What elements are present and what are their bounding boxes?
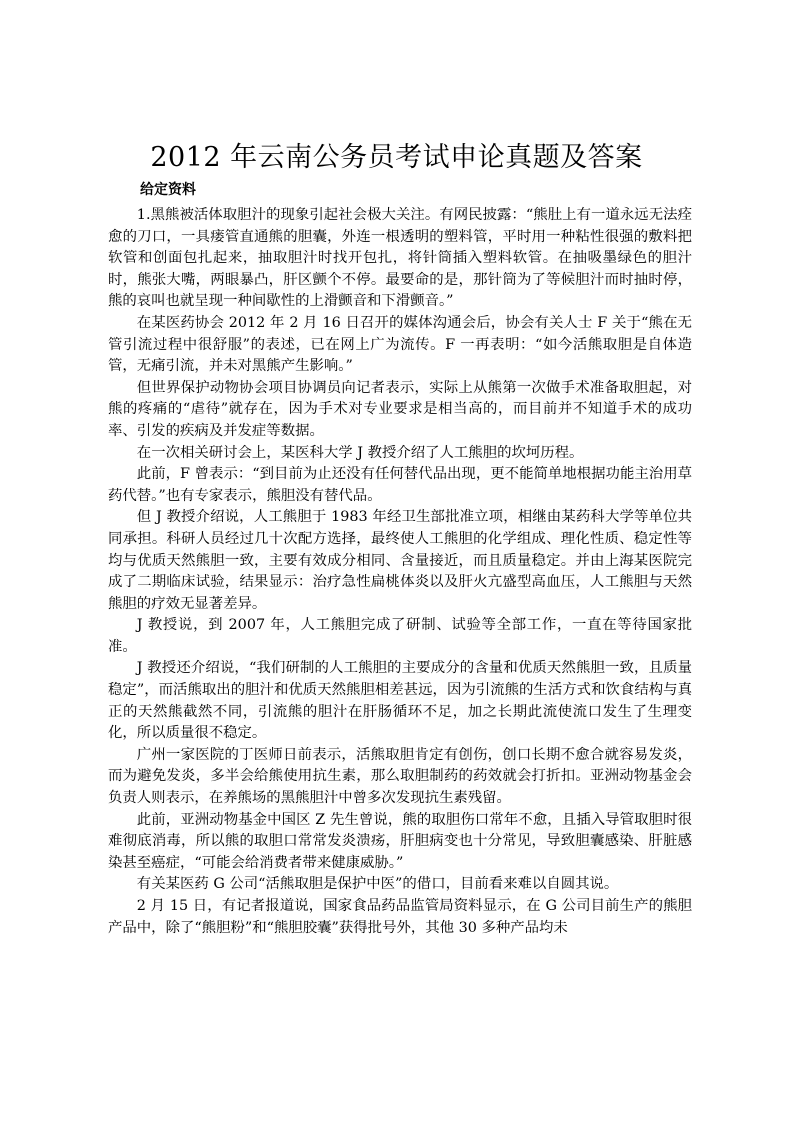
paragraph: J 教授说，到 2007 年，人工熊胆完成了研制、试验等全部工作，一直在等待国家批准。 xyxy=(108,617,692,655)
paragraph: 有关某医药 G 公司“活熊取胆是保护中医”的借口，目前看来难以自圆其说。 xyxy=(136,876,619,893)
document-title: 2012 年云南公务员考试申论真题及答案 xyxy=(150,142,643,173)
paragraph: 在某医药协会 2012 年 2 月 16 日召开的媒体沟通会后，协会有关人士 F 关于“熊在无管引流过程中很舒服”的表述，已在网上广为流传。F 一再表明：“如今活熊取胆是自体造管，无痛引流，并未对黑熊产生影响。” xyxy=(108,314,692,375)
paragraph: J 教授还介绍说，“我们研制的人工熊胆的主要成分的含量和优质天然熊胆一致，且质量稳定”，而活熊取出的胆汁和优质天然熊胆相差甚远，因为引流熊的生活方式和饮食结构与真正的天然熊截然不同，引流熊的胆汁在肝肠循环不足，加之长期此流使流口发生了生理变化，所以质量很不稳定。 xyxy=(108,660,692,742)
paragraph: 但 J 教授介绍说，人工熊胆于 1983 年经卫生部批准立项，相继由某药科大学等单位共同承担。科研人员经过几十次配方选择，最终使人工熊胆的化学组成、理化性质、稳定性等均与优质天然熊胆一致，主要有效成分相同、含量接近，而且质量稳定。并由上海某医院完成了二期临床试验，结果显示：治疗急性扁桃体炎以及肝火亢盛型高血压，人工熊胆与天然熊胆的疗效无显著差异。 xyxy=(108,509,692,612)
section-heading: 给定资料 xyxy=(140,182,196,198)
paragraph: 2 月 15 日，有记者报道说，国家食品药品监管局资料显示，在 G 公司目前生产的熊胆产品中，除了“熊胆粉”和“熊胆胶囊”获得批号外，其他 30 多种产品均未 xyxy=(108,898,692,936)
paragraph: 广州一家医院的丁医师日前表示，活熊取胆肯定有创伤，创口长期不愈合就容易发炎，而为避免发炎，多半会给熊使用抗生素，那么取胆制药的药效就会打折扣。亚洲动物基金会负责人则表示，在养熊场的黑熊胆汁中曾多次发现抗生素残留。 xyxy=(108,746,692,807)
document-body xyxy=(108,205,692,939)
paragraph: 此前，F 曾表示：“到目前为止还没有任何替代品出现，更不能简单地根据功能主治用草药代替。”也有专家表示，熊胆没有替代品。 xyxy=(108,466,692,504)
paragraph: 在一次相关研讨会上，某医科大学 J 教授介绍了人工熊胆的坎坷历程。 xyxy=(136,444,584,461)
paragraph: 但世界保护动物协会项目协调员向记者表示，实际上从熊第一次做手术准备取胆起，对熊的疼痛的“虐待”就存在，因为手术对专业要求是相当高的，而目前并不知道手术的成功率、引发的疾病及并发症等数据。 xyxy=(108,379,692,439)
paragraph: 此前，亚洲动物基金中国区 Z 先生曾说，熊的取胆伤口常年不愈，且插入导管取胆时很难彻底消毒，所以熊的取胆口常常发炎溃疡，肝胆病变也十分常见，导致胆囊感染、肝脏感染甚至癌症，“可能会给消费者带来健康威胁。” xyxy=(108,811,692,871)
paragraph: 1.黑熊被活体取胆汁的现象引起社会极大关注。有网民披露：“熊肚上有一道永远无法痊愈的刀口，一具瘘管直通熊的胆囊，外连一根透明的塑料管，平时用一种粘性很强的敷料把软管和创面包扎起来，抽取胆汁时找开包扎，将针筒插入塑料软管。在抽吸墨绿色的胆汁时，熊张大嘴，两眼暴凸，肝区颤个不停。最要命的是，那针筒为了等候胆汁而时抽时停，熊的哀叫也就呈现一种间歇性的上滑颤音和下滑颤音。” xyxy=(108,207,692,310)
